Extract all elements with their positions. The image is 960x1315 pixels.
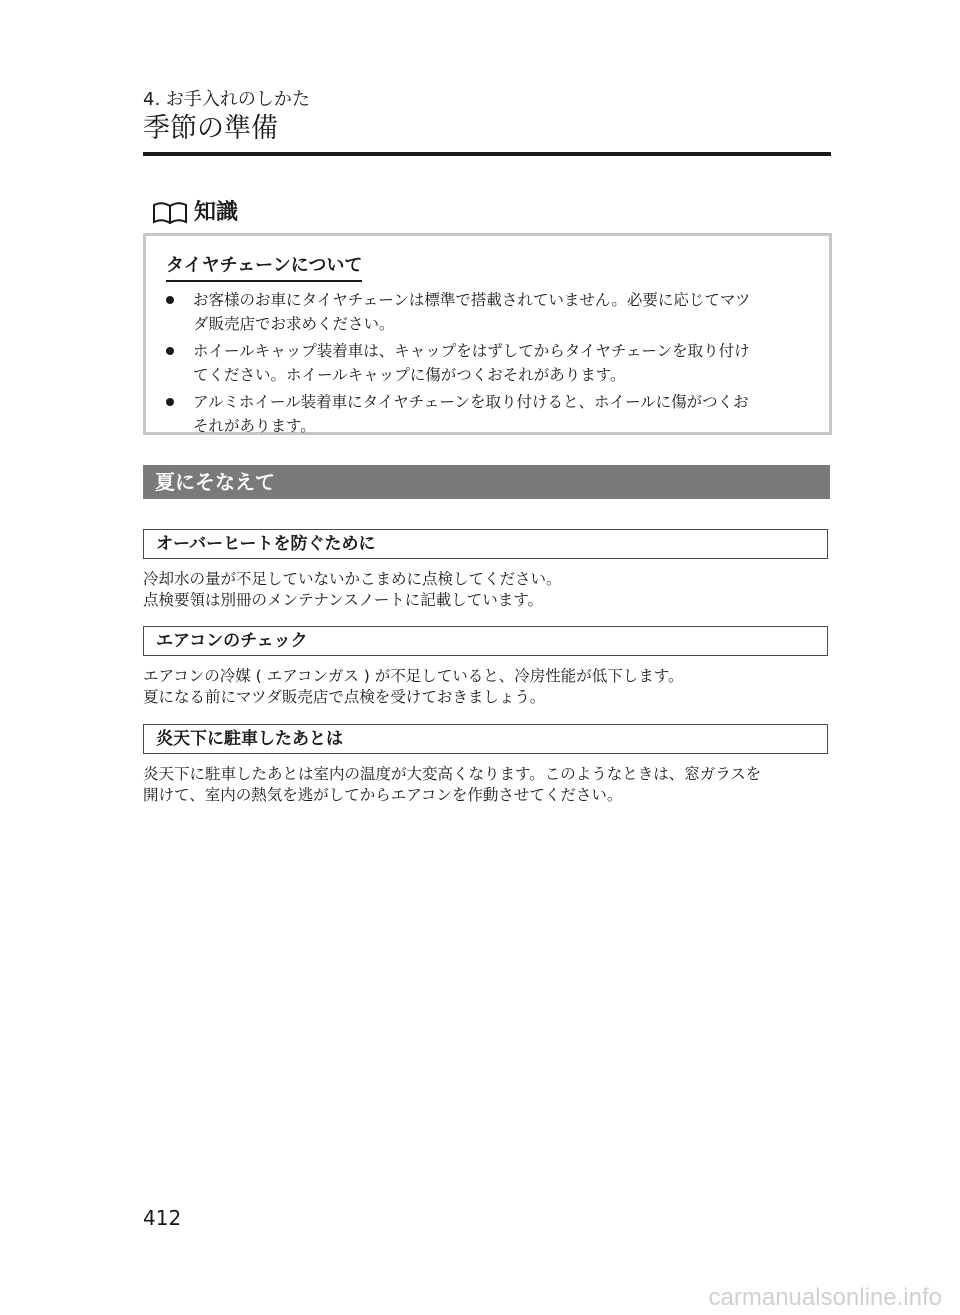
title-divider (143, 152, 831, 156)
bullet-icon (166, 296, 174, 304)
book-icon (152, 201, 188, 225)
text-line: 炎天下に駐車したあとは室内の温度が大変高くなります。このようなときは、窓ガラスを (143, 765, 762, 783)
bullet-icon (166, 398, 174, 406)
bullet-icon (166, 347, 174, 355)
section-title: 夏にそなえて (155, 470, 275, 494)
list-item-line: ダ販売店でお求めください。 (193, 315, 395, 333)
section-header (143, 465, 830, 499)
text-line: 開けて、室内の熱気を逃がしてからエアコンを作動させてください。 (143, 786, 623, 804)
subsection-title: エアコンのチェック (156, 631, 308, 651)
subsection-text-overheat (143, 569, 833, 611)
page-number: 412 (143, 1206, 182, 1230)
subsection-text-aircon (143, 666, 833, 708)
list-item-line: お客様のお車にタイヤチェーンは標準で搭載されていません。必要に応じてマツ (193, 291, 751, 309)
knowledge-box (143, 233, 832, 435)
text-line: 冷却水の量が不足していないかこまめに点検してください。 (143, 570, 562, 588)
subsection-heading-overheat (143, 529, 828, 559)
knowledge-label: 知識 (194, 200, 239, 225)
list-item (160, 390, 820, 438)
list-item (160, 288, 820, 336)
subsection-text-hot-parking (143, 764, 833, 806)
list-item-line: アルミホイール装着車にタイヤチェーンを取り付けると、ホイールに傷がつくお (193, 393, 749, 411)
subsection-title: 炎天下に駐車したあとは (156, 729, 343, 749)
knowledge-box-title: タイヤチェーンについて (166, 254, 362, 282)
subsection-title: オーバーヒートを防ぐために (156, 534, 376, 554)
subsection-heading-hot-parking (143, 724, 828, 754)
page-title: 季節の準備 (143, 113, 278, 144)
subsection-heading-aircon (143, 626, 828, 656)
text-line: 夏になる前にマツダ販売店で点検を受けておきましょう。 (143, 688, 546, 706)
list-item (160, 339, 820, 387)
knowledge-header (152, 198, 238, 228)
knowledge-list (160, 288, 820, 441)
watermark: carmanualsonline.info (708, 1284, 942, 1311)
chapter-label: 4. お手入れのしかた (143, 89, 310, 110)
list-item-line: それがあります。 (193, 417, 316, 435)
text-line: エアコンの冷媒 ( エアコンガス ) が不足していると、冷房性能が低下します。 (143, 667, 684, 685)
text-line: 点検要領は別冊のメンテナンスノートに記載しています。 (143, 591, 544, 609)
list-item-line: ホイールキャップ装着車は、キャップをはずしてからタイヤチェーンを取り付け (193, 342, 750, 360)
list-item-line: てください。ホイールキャップに傷がつくおそれがあります。 (193, 366, 626, 384)
